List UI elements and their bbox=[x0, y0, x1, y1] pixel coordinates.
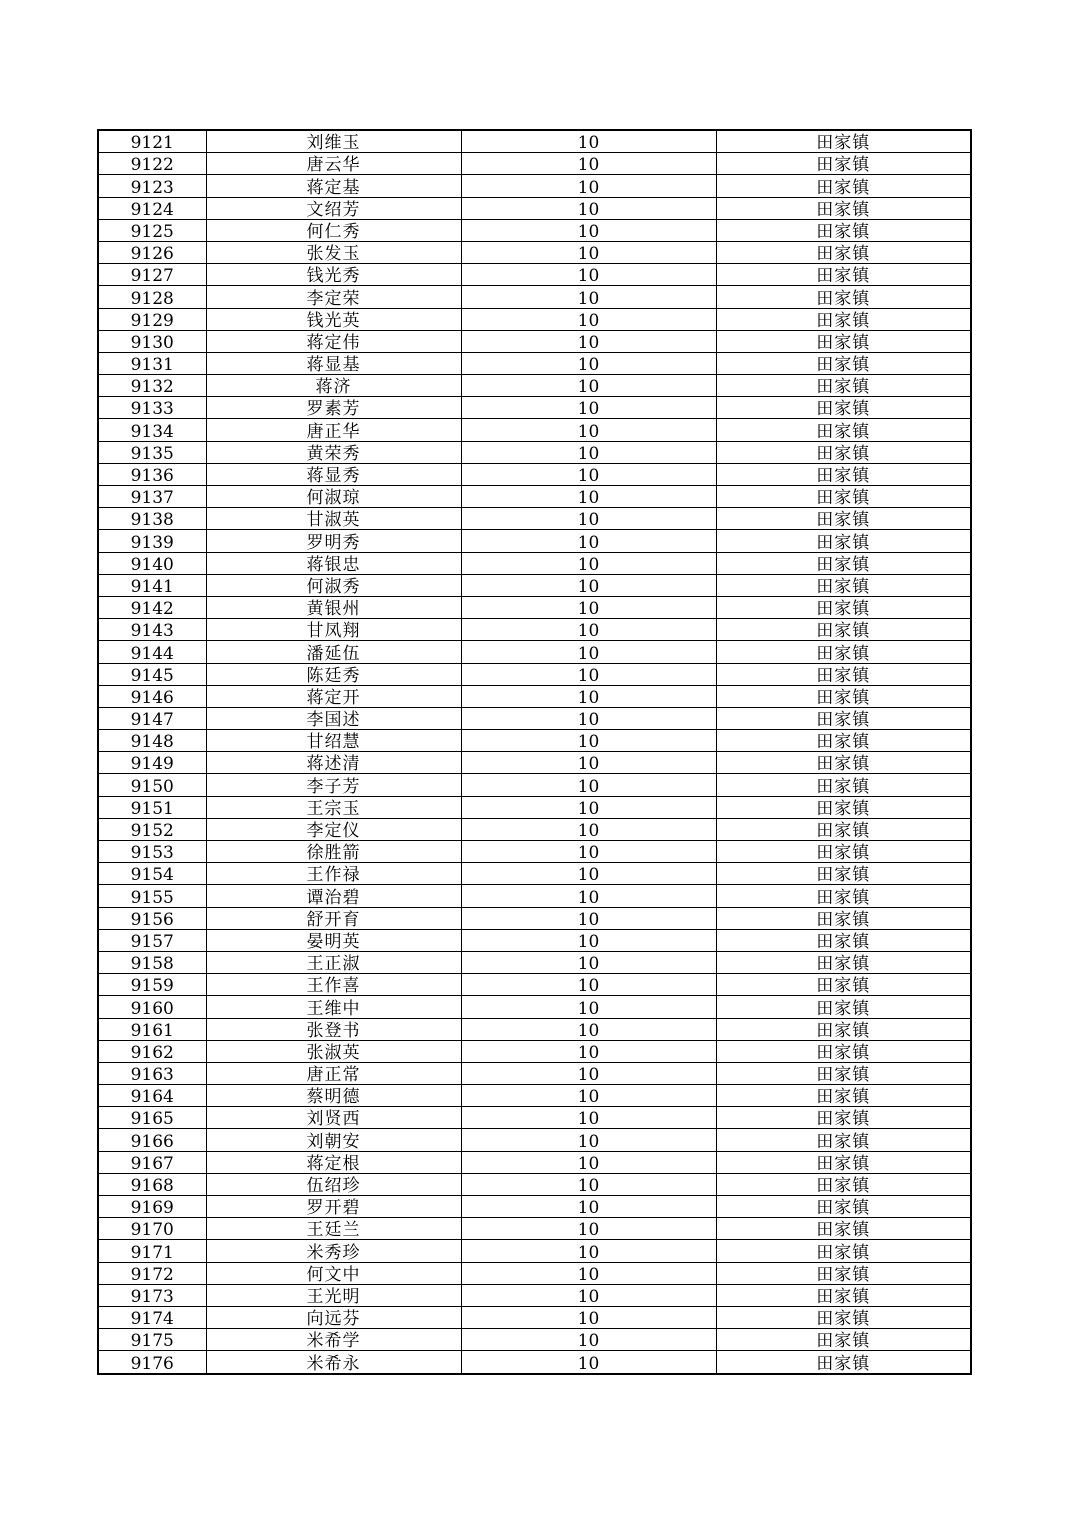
amount-cell: 10 bbox=[461, 752, 716, 774]
row-number-cell: 9139 bbox=[98, 530, 206, 552]
town-cell: 田家镇 bbox=[716, 974, 971, 996]
row-number-cell: 9166 bbox=[98, 1129, 206, 1151]
table-row bbox=[98, 752, 971, 774]
row-number-cell: 9148 bbox=[98, 730, 206, 752]
amount-cell: 10 bbox=[461, 286, 716, 308]
town-cell: 田家镇 bbox=[716, 308, 971, 330]
amount-cell: 10 bbox=[461, 1040, 716, 1062]
amount-cell: 10 bbox=[461, 707, 716, 729]
person-name-cell: 张淑英 bbox=[206, 1040, 461, 1062]
town-cell: 田家镇 bbox=[716, 663, 971, 685]
person-name-cell: 王正淑 bbox=[206, 951, 461, 973]
town-cell: 田家镇 bbox=[716, 1062, 971, 1084]
roster-table-body bbox=[98, 130, 971, 1374]
amount-cell: 10 bbox=[461, 375, 716, 397]
amount-cell: 10 bbox=[461, 530, 716, 552]
town-cell: 田家镇 bbox=[716, 707, 971, 729]
table-row bbox=[98, 419, 971, 441]
row-number-cell: 9131 bbox=[98, 352, 206, 374]
person-name-cell: 王光明 bbox=[206, 1284, 461, 1306]
person-name-cell: 李子芳 bbox=[206, 774, 461, 796]
person-name-cell: 米希永 bbox=[206, 1351, 461, 1374]
table-row bbox=[98, 685, 971, 707]
person-name-cell: 蒋述清 bbox=[206, 752, 461, 774]
amount-cell: 10 bbox=[461, 1329, 716, 1351]
town-cell: 田家镇 bbox=[716, 197, 971, 219]
amount-cell: 10 bbox=[461, 486, 716, 508]
person-name-cell: 唐正华 bbox=[206, 419, 461, 441]
table-row bbox=[98, 1107, 971, 1129]
town-cell: 田家镇 bbox=[716, 774, 971, 796]
table-row bbox=[98, 730, 971, 752]
amount-cell: 10 bbox=[461, 1196, 716, 1218]
table-row bbox=[98, 441, 971, 463]
person-name-cell: 刘贤西 bbox=[206, 1107, 461, 1129]
amount-cell: 10 bbox=[461, 730, 716, 752]
row-number-cell: 9123 bbox=[98, 175, 206, 197]
row-number-cell: 9142 bbox=[98, 596, 206, 618]
person-name-cell: 米秀珍 bbox=[206, 1240, 461, 1262]
town-cell: 田家镇 bbox=[716, 1284, 971, 1306]
amount-cell: 10 bbox=[461, 574, 716, 596]
table-row bbox=[98, 951, 971, 973]
row-number-cell: 9176 bbox=[98, 1351, 206, 1374]
town-cell: 田家镇 bbox=[716, 796, 971, 818]
town-cell: 田家镇 bbox=[716, 596, 971, 618]
row-number-cell: 9164 bbox=[98, 1085, 206, 1107]
town-cell: 田家镇 bbox=[716, 1262, 971, 1284]
town-cell: 田家镇 bbox=[716, 1129, 971, 1151]
town-cell: 田家镇 bbox=[716, 153, 971, 175]
town-cell: 田家镇 bbox=[716, 219, 971, 241]
town-cell: 田家镇 bbox=[716, 1040, 971, 1062]
table-row bbox=[98, 1329, 971, 1351]
town-cell: 田家镇 bbox=[716, 463, 971, 485]
row-number-cell: 9135 bbox=[98, 441, 206, 463]
table-row bbox=[98, 153, 971, 175]
person-name-cell: 蔡明德 bbox=[206, 1085, 461, 1107]
amount-cell: 10 bbox=[461, 841, 716, 863]
person-name-cell: 蒋定根 bbox=[206, 1151, 461, 1173]
amount-cell: 10 bbox=[461, 419, 716, 441]
table-row bbox=[98, 486, 971, 508]
table-row bbox=[98, 508, 971, 530]
amount-cell: 10 bbox=[461, 929, 716, 951]
row-number-cell: 9152 bbox=[98, 818, 206, 840]
row-number-cell: 9132 bbox=[98, 375, 206, 397]
town-cell: 田家镇 bbox=[716, 818, 971, 840]
row-number-cell: 9133 bbox=[98, 397, 206, 419]
row-number-cell: 9144 bbox=[98, 641, 206, 663]
row-number-cell: 9149 bbox=[98, 752, 206, 774]
table-row bbox=[98, 619, 971, 641]
town-cell: 田家镇 bbox=[716, 1218, 971, 1240]
table-row bbox=[98, 175, 971, 197]
town-cell: 田家镇 bbox=[716, 1329, 971, 1351]
row-number-cell: 9158 bbox=[98, 951, 206, 973]
amount-cell: 10 bbox=[461, 441, 716, 463]
town-cell: 田家镇 bbox=[716, 685, 971, 707]
amount-cell: 10 bbox=[461, 996, 716, 1018]
table-row bbox=[98, 707, 971, 729]
amount-cell: 10 bbox=[461, 1240, 716, 1262]
row-number-cell: 9126 bbox=[98, 241, 206, 263]
town-cell: 田家镇 bbox=[716, 441, 971, 463]
town-cell: 田家镇 bbox=[716, 352, 971, 374]
amount-cell: 10 bbox=[461, 352, 716, 374]
row-number-cell: 9159 bbox=[98, 974, 206, 996]
town-cell: 田家镇 bbox=[716, 996, 971, 1018]
row-number-cell: 9127 bbox=[98, 264, 206, 286]
row-number-cell: 9174 bbox=[98, 1306, 206, 1328]
amount-cell: 10 bbox=[461, 1218, 716, 1240]
row-number-cell: 9175 bbox=[98, 1329, 206, 1351]
table-row bbox=[98, 397, 971, 419]
amount-cell: 10 bbox=[461, 1173, 716, 1195]
person-name-cell: 张登书 bbox=[206, 1018, 461, 1040]
person-name-cell: 王宗玉 bbox=[206, 796, 461, 818]
town-cell: 田家镇 bbox=[716, 375, 971, 397]
town-cell: 田家镇 bbox=[716, 641, 971, 663]
table-row bbox=[98, 907, 971, 929]
town-cell: 田家镇 bbox=[716, 1196, 971, 1218]
table-row bbox=[98, 1151, 971, 1173]
person-name-cell: 钱光秀 bbox=[206, 264, 461, 286]
amount-cell: 10 bbox=[461, 153, 716, 175]
person-name-cell: 向远芬 bbox=[206, 1306, 461, 1328]
town-cell: 田家镇 bbox=[716, 397, 971, 419]
table-row bbox=[98, 974, 971, 996]
town-cell: 田家镇 bbox=[716, 241, 971, 263]
amount-cell: 10 bbox=[461, 663, 716, 685]
person-name-cell: 舒开育 bbox=[206, 907, 461, 929]
table-row bbox=[98, 1196, 971, 1218]
amount-cell: 10 bbox=[461, 1062, 716, 1084]
table-row bbox=[98, 552, 971, 574]
town-cell: 田家镇 bbox=[716, 130, 971, 153]
amount-cell: 10 bbox=[461, 197, 716, 219]
row-number-cell: 9145 bbox=[98, 663, 206, 685]
town-cell: 田家镇 bbox=[716, 330, 971, 352]
person-name-cell: 文绍芳 bbox=[206, 197, 461, 219]
town-cell: 田家镇 bbox=[716, 508, 971, 530]
town-cell: 田家镇 bbox=[716, 419, 971, 441]
row-number-cell: 9162 bbox=[98, 1040, 206, 1062]
table-row bbox=[98, 796, 971, 818]
person-name-cell: 甘凤翔 bbox=[206, 619, 461, 641]
amount-cell: 10 bbox=[461, 974, 716, 996]
town-cell: 田家镇 bbox=[716, 530, 971, 552]
row-number-cell: 9121 bbox=[98, 130, 206, 153]
roster-table bbox=[97, 129, 972, 1375]
amount-cell: 10 bbox=[461, 508, 716, 530]
amount-cell: 10 bbox=[461, 907, 716, 929]
person-name-cell: 甘绍慧 bbox=[206, 730, 461, 752]
person-name-cell: 徐胜箭 bbox=[206, 841, 461, 863]
table-row bbox=[98, 641, 971, 663]
town-cell: 田家镇 bbox=[716, 752, 971, 774]
table-row bbox=[98, 375, 971, 397]
row-number-cell: 9161 bbox=[98, 1018, 206, 1040]
amount-cell: 10 bbox=[461, 1284, 716, 1306]
person-name-cell: 蒋显基 bbox=[206, 352, 461, 374]
town-cell: 田家镇 bbox=[716, 1173, 971, 1195]
table-row bbox=[98, 1306, 971, 1328]
person-name-cell: 蒋定开 bbox=[206, 685, 461, 707]
row-number-cell: 9156 bbox=[98, 907, 206, 929]
row-number-cell: 9137 bbox=[98, 486, 206, 508]
town-cell: 田家镇 bbox=[716, 863, 971, 885]
person-name-cell: 唐正常 bbox=[206, 1062, 461, 1084]
table-row bbox=[98, 1284, 971, 1306]
table-row bbox=[98, 1173, 971, 1195]
person-name-cell: 刘朝安 bbox=[206, 1129, 461, 1151]
table-row bbox=[98, 286, 971, 308]
row-number-cell: 9172 bbox=[98, 1262, 206, 1284]
person-name-cell: 王廷兰 bbox=[206, 1218, 461, 1240]
table-row bbox=[98, 574, 971, 596]
table-row bbox=[98, 1018, 971, 1040]
person-name-cell: 蒋显秀 bbox=[206, 463, 461, 485]
amount-cell: 10 bbox=[461, 641, 716, 663]
town-cell: 田家镇 bbox=[716, 1306, 971, 1328]
row-number-cell: 9147 bbox=[98, 707, 206, 729]
amount-cell: 10 bbox=[461, 885, 716, 907]
person-name-cell: 陈廷秀 bbox=[206, 663, 461, 685]
row-number-cell: 9146 bbox=[98, 685, 206, 707]
amount-cell: 10 bbox=[461, 1018, 716, 1040]
town-cell: 田家镇 bbox=[716, 929, 971, 951]
row-number-cell: 9151 bbox=[98, 796, 206, 818]
amount-cell: 10 bbox=[461, 175, 716, 197]
row-number-cell: 9154 bbox=[98, 863, 206, 885]
amount-cell: 10 bbox=[461, 774, 716, 796]
table-row bbox=[98, 330, 971, 352]
person-name-cell: 李定荣 bbox=[206, 286, 461, 308]
row-number-cell: 9125 bbox=[98, 219, 206, 241]
town-cell: 田家镇 bbox=[716, 264, 971, 286]
row-number-cell: 9128 bbox=[98, 286, 206, 308]
row-number-cell: 9136 bbox=[98, 463, 206, 485]
town-cell: 田家镇 bbox=[716, 486, 971, 508]
town-cell: 田家镇 bbox=[716, 574, 971, 596]
person-name-cell: 蒋定伟 bbox=[206, 330, 461, 352]
table-row bbox=[98, 1351, 971, 1374]
amount-cell: 10 bbox=[461, 1262, 716, 1284]
row-number-cell: 9153 bbox=[98, 841, 206, 863]
table-row bbox=[98, 197, 971, 219]
row-number-cell: 9173 bbox=[98, 1284, 206, 1306]
row-number-cell: 9157 bbox=[98, 929, 206, 951]
table-row bbox=[98, 1040, 971, 1062]
town-cell: 田家镇 bbox=[716, 1240, 971, 1262]
person-name-cell: 何淑琼 bbox=[206, 486, 461, 508]
person-name-cell: 李国述 bbox=[206, 707, 461, 729]
person-name-cell: 蒋济 bbox=[206, 375, 461, 397]
row-number-cell: 9160 bbox=[98, 996, 206, 1018]
person-name-cell: 刘维玉 bbox=[206, 130, 461, 153]
person-name-cell: 蒋银忠 bbox=[206, 552, 461, 574]
person-name-cell: 王作禄 bbox=[206, 863, 461, 885]
row-number-cell: 9165 bbox=[98, 1107, 206, 1129]
town-cell: 田家镇 bbox=[716, 175, 971, 197]
table-row bbox=[98, 219, 971, 241]
table-row bbox=[98, 841, 971, 863]
person-name-cell: 甘淑英 bbox=[206, 508, 461, 530]
person-name-cell: 何淑秀 bbox=[206, 574, 461, 596]
table-row bbox=[98, 1262, 971, 1284]
amount-cell: 10 bbox=[461, 397, 716, 419]
person-name-cell: 潘延伍 bbox=[206, 641, 461, 663]
row-number-cell: 9150 bbox=[98, 774, 206, 796]
row-number-cell: 9129 bbox=[98, 308, 206, 330]
row-number-cell: 9155 bbox=[98, 885, 206, 907]
town-cell: 田家镇 bbox=[716, 619, 971, 641]
amount-cell: 10 bbox=[461, 264, 716, 286]
town-cell: 田家镇 bbox=[716, 1018, 971, 1040]
person-name-cell: 王作喜 bbox=[206, 974, 461, 996]
town-cell: 田家镇 bbox=[716, 907, 971, 929]
row-number-cell: 9141 bbox=[98, 574, 206, 596]
table-row bbox=[98, 663, 971, 685]
amount-cell: 10 bbox=[461, 130, 716, 153]
amount-cell: 10 bbox=[461, 796, 716, 818]
town-cell: 田家镇 bbox=[716, 841, 971, 863]
table-row bbox=[98, 308, 971, 330]
table-row bbox=[98, 596, 971, 618]
person-name-cell: 罗明秀 bbox=[206, 530, 461, 552]
person-name-cell: 罗素芳 bbox=[206, 397, 461, 419]
row-number-cell: 9167 bbox=[98, 1151, 206, 1173]
person-name-cell: 何仁秀 bbox=[206, 219, 461, 241]
amount-cell: 10 bbox=[461, 1306, 716, 1328]
row-number-cell: 9138 bbox=[98, 508, 206, 530]
row-number-cell: 9170 bbox=[98, 1218, 206, 1240]
person-name-cell: 唐云华 bbox=[206, 153, 461, 175]
town-cell: 田家镇 bbox=[716, 552, 971, 574]
amount-cell: 10 bbox=[461, 552, 716, 574]
town-cell: 田家镇 bbox=[716, 286, 971, 308]
town-cell: 田家镇 bbox=[716, 1151, 971, 1173]
table-row bbox=[98, 241, 971, 263]
table-row bbox=[98, 1218, 971, 1240]
row-number-cell: 9134 bbox=[98, 419, 206, 441]
town-cell: 田家镇 bbox=[716, 885, 971, 907]
amount-cell: 10 bbox=[461, 241, 716, 263]
person-name-cell: 张发玉 bbox=[206, 241, 461, 263]
table-row bbox=[98, 463, 971, 485]
amount-cell: 10 bbox=[461, 463, 716, 485]
amount-cell: 10 bbox=[461, 1129, 716, 1151]
amount-cell: 10 bbox=[461, 818, 716, 840]
person-name-cell: 王维中 bbox=[206, 996, 461, 1018]
table-row bbox=[98, 1062, 971, 1084]
table-row bbox=[98, 996, 971, 1018]
town-cell: 田家镇 bbox=[716, 1107, 971, 1129]
table-row bbox=[98, 130, 971, 153]
amount-cell: 10 bbox=[461, 219, 716, 241]
amount-cell: 10 bbox=[461, 596, 716, 618]
roster-sheet bbox=[97, 129, 970, 1375]
person-name-cell: 何文中 bbox=[206, 1262, 461, 1284]
amount-cell: 10 bbox=[461, 1085, 716, 1107]
table-row bbox=[98, 530, 971, 552]
person-name-cell: 晏明英 bbox=[206, 929, 461, 951]
town-cell: 田家镇 bbox=[716, 730, 971, 752]
row-number-cell: 9140 bbox=[98, 552, 206, 574]
amount-cell: 10 bbox=[461, 685, 716, 707]
row-number-cell: 9122 bbox=[98, 153, 206, 175]
person-name-cell: 黄银州 bbox=[206, 596, 461, 618]
amount-cell: 10 bbox=[461, 1107, 716, 1129]
amount-cell: 10 bbox=[461, 951, 716, 973]
amount-cell: 10 bbox=[461, 1351, 716, 1374]
amount-cell: 10 bbox=[461, 330, 716, 352]
person-name-cell: 钱光英 bbox=[206, 308, 461, 330]
table-row bbox=[98, 352, 971, 374]
row-number-cell: 9143 bbox=[98, 619, 206, 641]
table-row bbox=[98, 1129, 971, 1151]
table-row bbox=[98, 863, 971, 885]
person-name-cell: 蒋定基 bbox=[206, 175, 461, 197]
person-name-cell: 罗开碧 bbox=[206, 1196, 461, 1218]
row-number-cell: 9169 bbox=[98, 1196, 206, 1218]
table-row bbox=[98, 774, 971, 796]
table-row bbox=[98, 818, 971, 840]
row-number-cell: 9171 bbox=[98, 1240, 206, 1262]
row-number-cell: 9130 bbox=[98, 330, 206, 352]
table-row bbox=[98, 1085, 971, 1107]
person-name-cell: 伍绍珍 bbox=[206, 1173, 461, 1195]
town-cell: 田家镇 bbox=[716, 1085, 971, 1107]
row-number-cell: 9163 bbox=[98, 1062, 206, 1084]
person-name-cell: 谭治碧 bbox=[206, 885, 461, 907]
person-name-cell: 米希学 bbox=[206, 1329, 461, 1351]
person-name-cell: 李定仪 bbox=[206, 818, 461, 840]
row-number-cell: 9124 bbox=[98, 197, 206, 219]
amount-cell: 10 bbox=[461, 619, 716, 641]
table-row bbox=[98, 929, 971, 951]
amount-cell: 10 bbox=[461, 863, 716, 885]
amount-cell: 10 bbox=[461, 308, 716, 330]
table-row bbox=[98, 264, 971, 286]
amount-cell: 10 bbox=[461, 1151, 716, 1173]
town-cell: 田家镇 bbox=[716, 951, 971, 973]
table-row bbox=[98, 1240, 971, 1262]
table-row bbox=[98, 885, 971, 907]
town-cell: 田家镇 bbox=[716, 1351, 971, 1374]
person-name-cell: 黄荣秀 bbox=[206, 441, 461, 463]
row-number-cell: 9168 bbox=[98, 1173, 206, 1195]
